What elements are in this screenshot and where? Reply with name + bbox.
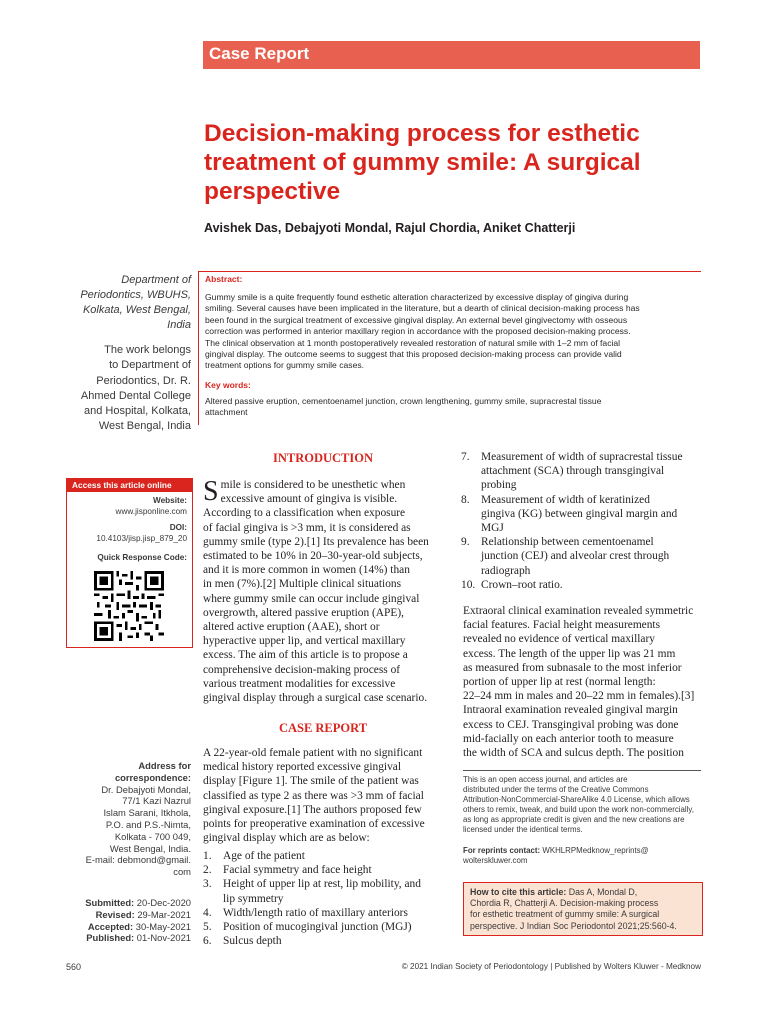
drop-cap: S [203, 476, 219, 507]
date-label: Submitted: [85, 897, 135, 908]
intro-line: in men (7%).[2] Multiple clinical situations [203, 578, 402, 591]
case-report-text [203, 746, 443, 845]
extraoral-line: as measured from subnasale to the most inferior [463, 661, 682, 674]
title-line: perspective [204, 178, 341, 205]
article-title [204, 119, 704, 206]
address-line: P.O. and P.S.-Nimta, [105, 818, 191, 830]
case-line: points for preoperative examination of excessive [203, 818, 425, 831]
intro-line: and it is more common in women (14%) than [203, 564, 410, 577]
intro-line: excess. The aim of this article is to propose a [203, 649, 408, 662]
extraoral-line: mid-facially on each anterior tooth to measure [463, 732, 674, 745]
extraoral-line: excess. The length of the upper lip was 21 mm [463, 647, 676, 660]
list-text: MGJ [481, 522, 504, 535]
address-label: correspondence: [114, 771, 191, 783]
doi-label: DOI: [169, 523, 187, 532]
abstract-line: been found in the surgical treatment of excessive gingival display. An external bevel gingivectomy with osseous [205, 314, 628, 325]
address-line: 77/1 Kazi Nazrul [122, 795, 191, 807]
list-text: Height of upper lip at rest, lip mobility, and [223, 878, 421, 891]
list-item [203, 906, 445, 920]
page-number: 560 [66, 962, 82, 972]
list-text: Relationship between cementoenamel [481, 536, 654, 549]
case-line: gingival exposure.[1] The authors proposed few [203, 803, 422, 816]
work-belongs-note [81, 343, 191, 435]
abstract-line: gingival display. The outcome seems to suggest that this proposed decision-making process can provide valid [205, 349, 622, 360]
correspondence-address [86, 760, 191, 878]
case-line: gingival display which are as below: [203, 832, 370, 845]
date-label: Published: [86, 932, 135, 944]
doi-value[interactable]: 10.4103/jisp.jisp_879_20 [96, 534, 187, 543]
citation-label: How to cite this article: [470, 887, 567, 897]
intro-line: excessive amount of gingiva is visible. [220, 493, 398, 506]
examination-list-continued [461, 450, 703, 592]
title-line: Decision-making process for esthetic [204, 120, 640, 147]
access-article-box [66, 478, 193, 648]
citation-line: perspective. J Indian Soc Periodontol 2021;25:560-4. [470, 920, 677, 931]
license-line: licensed under the identical terms. [463, 825, 583, 834]
abstract-line: treatment options for gummy smile cases. [205, 360, 365, 371]
affiliation-line: Periodontics, WBUHS, [80, 289, 191, 301]
list-text: junction (CEJ) and alveolar crest through [481, 550, 670, 563]
work-line: Ahmed Dental College [80, 389, 191, 402]
keywords-label: Key words: [205, 380, 251, 390]
list-number: 9. [461, 536, 470, 549]
address-label: Address for [138, 760, 191, 771]
copyright-footer: © 2021 Indian Society of Periodontology | Published by Wolters Kluwer - Medknow [401, 962, 701, 971]
intro-line: gingival display through a surgical case scenario. [203, 692, 428, 705]
list-text: Position of mucogingival junction (MGJ) [223, 921, 412, 934]
access-header [67, 479, 192, 492]
address-line: Islam Sarani, Itkhola, [103, 807, 191, 819]
intro-line: According to a classification when exposure [203, 507, 406, 520]
list-text: Sulcus depth [223, 935, 282, 948]
examination-list [203, 849, 445, 948]
extraoral-line: excess to CEJ. Transgingival probing was done [463, 718, 679, 731]
list-number: 5. [203, 921, 212, 934]
list-item [461, 578, 703, 592]
website-label: Website: [153, 496, 187, 505]
list-number: 7. [461, 451, 470, 463]
date-row [85, 909, 191, 921]
list-item [461, 493, 703, 536]
qr-label: Quick Response Code: [97, 553, 187, 562]
list-text: probing [481, 479, 517, 492]
list-text: radiograph [481, 564, 531, 577]
date-label: Accepted: [87, 920, 134, 932]
reprints-label: For reprints contact: [463, 846, 541, 855]
article-type-label: Case Report [209, 44, 310, 63]
author-list: Avishek Das, Debajyoti Mondal, Rajul Chordia, Aniket Chatterji [204, 221, 576, 235]
intro-line: overgrowth, altered passive eruption (APE), [203, 606, 404, 619]
open-access-notice [463, 770, 701, 835]
work-line: to Department of [109, 359, 191, 372]
citation-text [470, 887, 696, 932]
affiliation-line: Kolkata, West Bengal, [82, 304, 191, 316]
abstract-line: smiling. Several causes have been implicated in the literature, but a dearth of clinical decision-making process has [205, 303, 640, 314]
extraoral-examination-text [463, 604, 701, 760]
list-text: Age of the patient [223, 850, 305, 862]
work-line: and Hospital, Kolkata, [83, 405, 191, 418]
case-line: classified as type 2 as there was >3 mm of facial [203, 789, 424, 802]
date-row [85, 921, 191, 933]
list-item [203, 863, 445, 877]
work-line: Periodontics, Dr. R. [96, 374, 191, 387]
list-text: Width/length ratio of maxillary anteriors [223, 906, 408, 919]
abstract-line: The clinical observation at 1 month postoperatively revealed restoration of natural smile with 1–2 mm of facial [205, 337, 621, 348]
affiliation [80, 273, 191, 333]
list-number: 6. [203, 935, 212, 948]
list-item [203, 934, 445, 948]
list-number: 3. [203, 878, 212, 891]
affiliation-line: Department of [121, 274, 191, 286]
list-text: gingiva (KG) between gingival margin and [481, 507, 678, 520]
address-line: com [173, 866, 191, 878]
list-number: 4. [203, 906, 212, 919]
intro-line: altered active eruption (AAE), short or [203, 621, 380, 634]
introduction-heading: INTRODUCTION [272, 451, 373, 465]
date-label: Revised: [95, 908, 135, 920]
address-line: Dr. Debajyoti Mondal, [101, 783, 191, 795]
website-link[interactable]: www.jisponline.com [115, 507, 187, 516]
intro-line: comprehensive decision-making process of [203, 663, 401, 676]
extraoral-line: revealed no evidence of vertical maxillary [463, 633, 655, 646]
intro-line: various treatment modalities for excessive [203, 677, 396, 690]
list-text: Crown–root ratio. [481, 578, 563, 591]
title-line: treatment of gummy smile: A surgical [204, 149, 641, 176]
work-line: The work belongs [104, 344, 191, 356]
keywords-line: Altered passive eruption, cementoenamel junction, crown lengthening, gummy smile, supracrestal tissue [205, 396, 602, 406]
introduction-text [203, 478, 443, 705]
list-number: 8. [461, 493, 470, 506]
list-item [461, 450, 703, 493]
qr-code-icon [94, 571, 164, 641]
intro-line: of facial gingiva is >3 mm, it is considered as [203, 521, 411, 534]
affiliation-line: India [167, 319, 191, 331]
extraoral-line: facial features. Facial height measurements [463, 619, 661, 632]
list-item [203, 920, 445, 934]
intro-line: estimated to be 10% in 20–30-year-old subjects, [203, 550, 423, 563]
keywords-text [205, 396, 701, 419]
reprints-contact [463, 846, 701, 866]
extraoral-line: the width of SCA and sulcus depth. The position [463, 747, 684, 760]
abstract-line: correction was performed in anterior maxillary region in accordance with the proposed decision-making process. [205, 326, 631, 337]
list-item [203, 849, 445, 863]
abstract-label: Abstract: [205, 274, 243, 284]
abstract-box [198, 271, 701, 425]
case-report-heading: CASE REPORT [278, 721, 368, 735]
intro-line: mile is considered to be unesthetic when [220, 479, 406, 491]
license-line: Attribution-NonCommercial-ShareAlike 4.0 License, which allows [463, 795, 690, 804]
date-value: 30-May-2021 [135, 920, 191, 932]
extraoral-line: 22–24 mm in males and 20–22 mm in females).[3] [463, 690, 695, 703]
case-line: medical history reported excessive gingival [203, 761, 402, 774]
list-text: lip symmetry [223, 892, 284, 905]
date-value: 29-Mar-2021 [137, 908, 191, 920]
citation-line: for esthetic treatment of gummy smile: A surgical [470, 909, 660, 920]
list-item [203, 877, 445, 905]
list-number: 1. [203, 850, 212, 862]
extraoral-line: portion of upper lip at rest (normal length: [463, 676, 656, 689]
list-number: 10. [461, 578, 476, 591]
reprints-email[interactable]: WKHLRPMedknow_reprints@ [542, 846, 649, 855]
work-line: West Bengal, India [98, 420, 191, 433]
citation-box [463, 882, 703, 936]
extraoral-line: Intraoral examination revealed gingival margin [463, 704, 678, 717]
list-text: Measurement of width of keratinized [481, 493, 650, 506]
list-item [461, 535, 703, 578]
reprints-email-domain[interactable]: wolterskluwer.com [463, 856, 528, 865]
intro-line: hyperactive upper lip, and vertical maxillary [203, 635, 406, 648]
intro-line: where gummy smile can occur include gingival [203, 592, 420, 605]
address-line: E-mail: debmond@gmail. [85, 854, 191, 866]
list-text: Facial symmetry and face height [223, 864, 372, 877]
citation-line: Das A, Mondal D, [568, 887, 638, 897]
publication-dates [85, 897, 191, 944]
license-line: This is an open access journal, and articles are [463, 775, 628, 784]
address-line: Kolkata - 700 049, [114, 830, 191, 842]
article-type-banner [203, 41, 700, 69]
abstract-text [205, 292, 701, 372]
address-line: West Bengal, India. [109, 842, 191, 854]
keywords-line: attachment [205, 407, 248, 418]
list-number: 2. [203, 864, 212, 877]
date-row [85, 897, 191, 909]
license-line: distributed under the terms of the Creative Commons [463, 785, 649, 794]
abstract-line: Gummy smile is a quite frequently found esthetic alteration characterized by excessive display of gingiva during [205, 292, 629, 302]
case-line: A 22-year-old female patient with no significant [203, 747, 423, 759]
date-row [85, 932, 191, 944]
date-value: 01-Nov-2021 [136, 932, 191, 944]
intro-line: gummy smile (type 2).[1] Its prevalence has been [203, 535, 429, 548]
access-header-label: Access this article online [72, 480, 172, 490]
license-line: as long as appropriate credit is given and the new creations are [463, 815, 685, 824]
case-line: display [Figure 1]. The smile of the patient was [203, 775, 419, 788]
citation-line: Chordia R, Chatterji A. Decision-making process [470, 898, 659, 909]
list-text: Measurement of width of supracrestal tissue [481, 451, 683, 463]
date-value: 20-Dec-2020 [136, 897, 191, 908]
list-text: attachment (SCA) through transgingival [481, 465, 665, 478]
license-line: others to remix, tweak, and build upon the work non-commercially, [463, 805, 694, 814]
extraoral-line: Extraoral clinical examination revealed symmetric [463, 605, 694, 617]
